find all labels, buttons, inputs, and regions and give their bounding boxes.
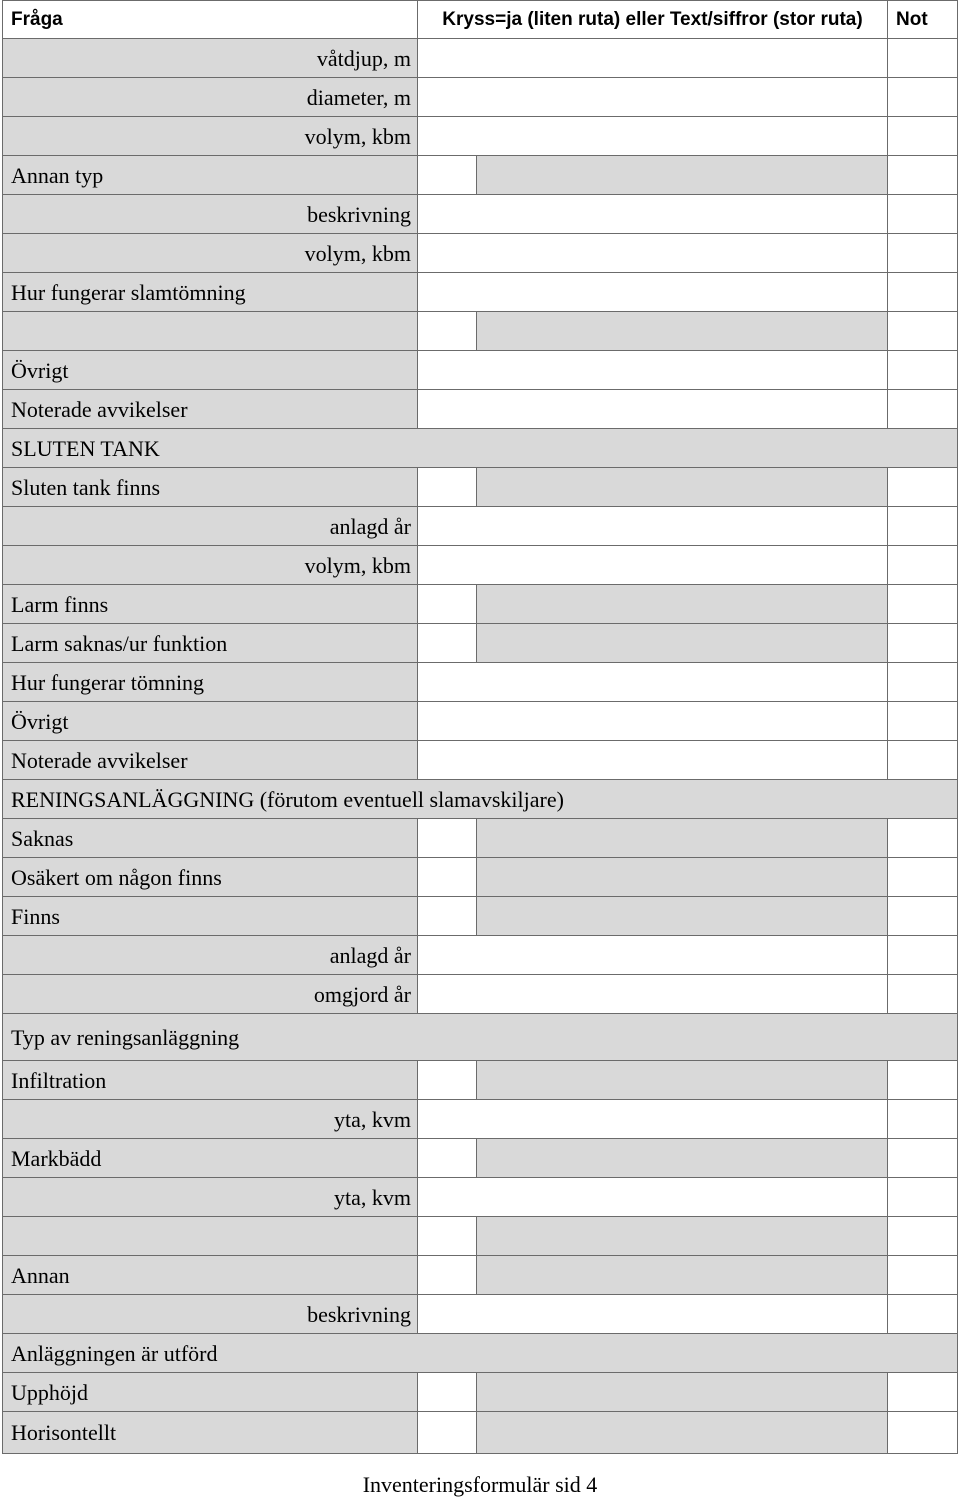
question-label: Markbädd — [2, 1138, 418, 1178]
note-cell[interactable] — [887, 701, 958, 741]
checkbox-cell[interactable] — [417, 584, 477, 624]
note-cell[interactable] — [887, 116, 958, 156]
text-answer-cell[interactable] — [417, 740, 888, 780]
answer-filler-cell — [476, 155, 888, 195]
question-label — [2, 1216, 418, 1256]
checkbox-cell[interactable] — [417, 818, 477, 858]
note-cell[interactable] — [887, 740, 958, 780]
answer-filler-cell — [476, 818, 888, 858]
text-answer-cell[interactable] — [417, 545, 888, 585]
question-label: Hur fungerar slamtömning — [2, 272, 418, 312]
checkbox-cell[interactable] — [417, 1216, 477, 1256]
note-cell[interactable] — [887, 1411, 958, 1454]
question-label: Larm finns — [2, 584, 418, 624]
question-label: volym, kbm — [2, 545, 418, 585]
answer-filler-cell — [476, 623, 888, 663]
note-cell[interactable] — [887, 545, 958, 585]
note-cell[interactable] — [887, 194, 958, 234]
question-label: Övrigt — [2, 350, 418, 390]
checkbox-cell[interactable] — [417, 857, 477, 897]
answer-filler-cell — [476, 1255, 888, 1295]
section-heading-row: RENINGSANLÄGGNING (förutom eventuell slamavskiljare) — [2, 779, 958, 819]
text-answer-cell[interactable] — [417, 662, 888, 702]
note-cell[interactable] — [887, 1216, 958, 1256]
note-cell[interactable] — [887, 1255, 958, 1295]
question-label: volym, kbm — [2, 233, 418, 273]
note-cell[interactable] — [887, 233, 958, 273]
note-cell[interactable] — [887, 662, 958, 702]
page-footer: Inventeringsformulär sid 4 — [362, 1472, 598, 1497]
question-label: volym, kbm — [2, 116, 418, 156]
answer-filler-cell — [476, 1216, 888, 1256]
note-cell[interactable] — [887, 818, 958, 858]
question-label — [2, 311, 418, 351]
question-label: Övrigt — [2, 701, 418, 741]
text-answer-cell[interactable] — [417, 1099, 888, 1139]
note-cell[interactable] — [887, 1294, 958, 1334]
question-label: yta, kvm — [2, 1099, 418, 1139]
question-label: Sluten tank finns — [2, 467, 418, 507]
section-heading-row: Typ av reningsanläggning — [2, 1013, 958, 1061]
question-label: anlagd år — [2, 506, 418, 546]
question-label: omgjord år — [2, 974, 418, 1014]
question-label: diameter, m — [2, 77, 418, 117]
question-label: Infiltration — [2, 1060, 418, 1100]
note-cell[interactable] — [887, 935, 958, 975]
note-cell[interactable] — [887, 974, 958, 1014]
note-cell[interactable] — [887, 467, 958, 507]
question-label: Noterade avvikelser — [2, 740, 418, 780]
note-cell[interactable] — [887, 584, 958, 624]
header-answer: Kryss=ja (liten ruta) eller Text/siffror (stor ruta) — [417, 0, 888, 39]
checkbox-cell[interactable] — [417, 623, 477, 663]
text-answer-cell[interactable] — [417, 116, 888, 156]
note-cell[interactable] — [887, 857, 958, 897]
note-cell[interactable] — [887, 1060, 958, 1100]
header-note: Not — [887, 0, 958, 39]
note-cell[interactable] — [887, 896, 958, 936]
question-label: beskrivning — [2, 1294, 418, 1334]
note-cell[interactable] — [887, 1099, 958, 1139]
answer-filler-cell — [476, 311, 888, 351]
checkbox-cell[interactable] — [417, 1372, 477, 1412]
answer-filler-cell — [476, 467, 888, 507]
section-heading-row: Anläggningen är utförd — [2, 1333, 958, 1373]
text-answer-cell[interactable] — [417, 974, 888, 1014]
text-answer-cell[interactable] — [417, 701, 888, 741]
checkbox-cell[interactable] — [417, 1255, 477, 1295]
question-label: Finns — [2, 896, 418, 936]
checkbox-cell[interactable] — [417, 1411, 477, 1454]
text-answer-cell[interactable] — [417, 77, 888, 117]
text-answer-cell[interactable] — [417, 506, 888, 546]
note-cell[interactable] — [887, 1177, 958, 1217]
text-answer-cell[interactable] — [417, 350, 888, 390]
text-answer-cell[interactable] — [417, 389, 888, 429]
section-heading-row: SLUTEN TANK — [2, 428, 958, 468]
note-cell[interactable] — [887, 350, 958, 390]
text-answer-cell[interactable] — [417, 935, 888, 975]
text-answer-cell[interactable] — [417, 1294, 888, 1334]
question-label: våtdjup, m — [2, 38, 418, 78]
note-cell[interactable] — [887, 506, 958, 546]
answer-filler-cell — [476, 1060, 888, 1100]
checkbox-cell[interactable] — [417, 896, 477, 936]
answer-filler-cell — [476, 896, 888, 936]
answer-filler-cell — [476, 1138, 888, 1178]
answer-filler-cell — [476, 1372, 888, 1412]
text-answer-cell[interactable] — [417, 272, 888, 312]
question-label: Hur fungerar tömning — [2, 662, 418, 702]
note-cell[interactable] — [887, 155, 958, 195]
question-label: Annan — [2, 1255, 418, 1295]
header-question: Fråga — [2, 0, 418, 39]
question-label: Osäkert om någon finns — [2, 857, 418, 897]
note-cell[interactable] — [887, 38, 958, 78]
note-cell[interactable] — [887, 77, 958, 117]
note-cell[interactable] — [887, 389, 958, 429]
note-cell[interactable] — [887, 1372, 958, 1412]
checkbox-cell[interactable] — [417, 1060, 477, 1100]
text-answer-cell[interactable] — [417, 38, 888, 78]
checkbox-cell[interactable] — [417, 1138, 477, 1178]
checkbox-cell[interactable] — [417, 155, 477, 195]
answer-filler-cell — [476, 1411, 888, 1454]
answer-filler-cell — [476, 857, 888, 897]
question-label: Horisontellt — [2, 1411, 418, 1454]
answer-filler-cell — [476, 584, 888, 624]
text-answer-cell[interactable] — [417, 233, 888, 273]
question-label: yta, kvm — [2, 1177, 418, 1217]
text-answer-cell[interactable] — [417, 194, 888, 234]
question-label: Annan typ — [2, 155, 418, 195]
question-label: Saknas — [2, 818, 418, 858]
checkbox-cell[interactable] — [417, 467, 477, 507]
note-cell[interactable] — [887, 623, 958, 663]
checkbox-cell[interactable] — [417, 311, 477, 351]
note-cell[interactable] — [887, 272, 958, 312]
question-label: Upphöjd — [2, 1372, 418, 1412]
question-label: anlagd år — [2, 935, 418, 975]
text-answer-cell[interactable] — [417, 1177, 888, 1217]
inventory-form-table — [2, 0, 958, 1454]
question-label: Noterade avvikelser — [2, 389, 418, 429]
question-label: beskrivning — [2, 194, 418, 234]
question-label: Larm saknas/ur funktion — [2, 623, 418, 663]
note-cell[interactable] — [887, 1138, 958, 1178]
note-cell[interactable] — [887, 311, 958, 351]
